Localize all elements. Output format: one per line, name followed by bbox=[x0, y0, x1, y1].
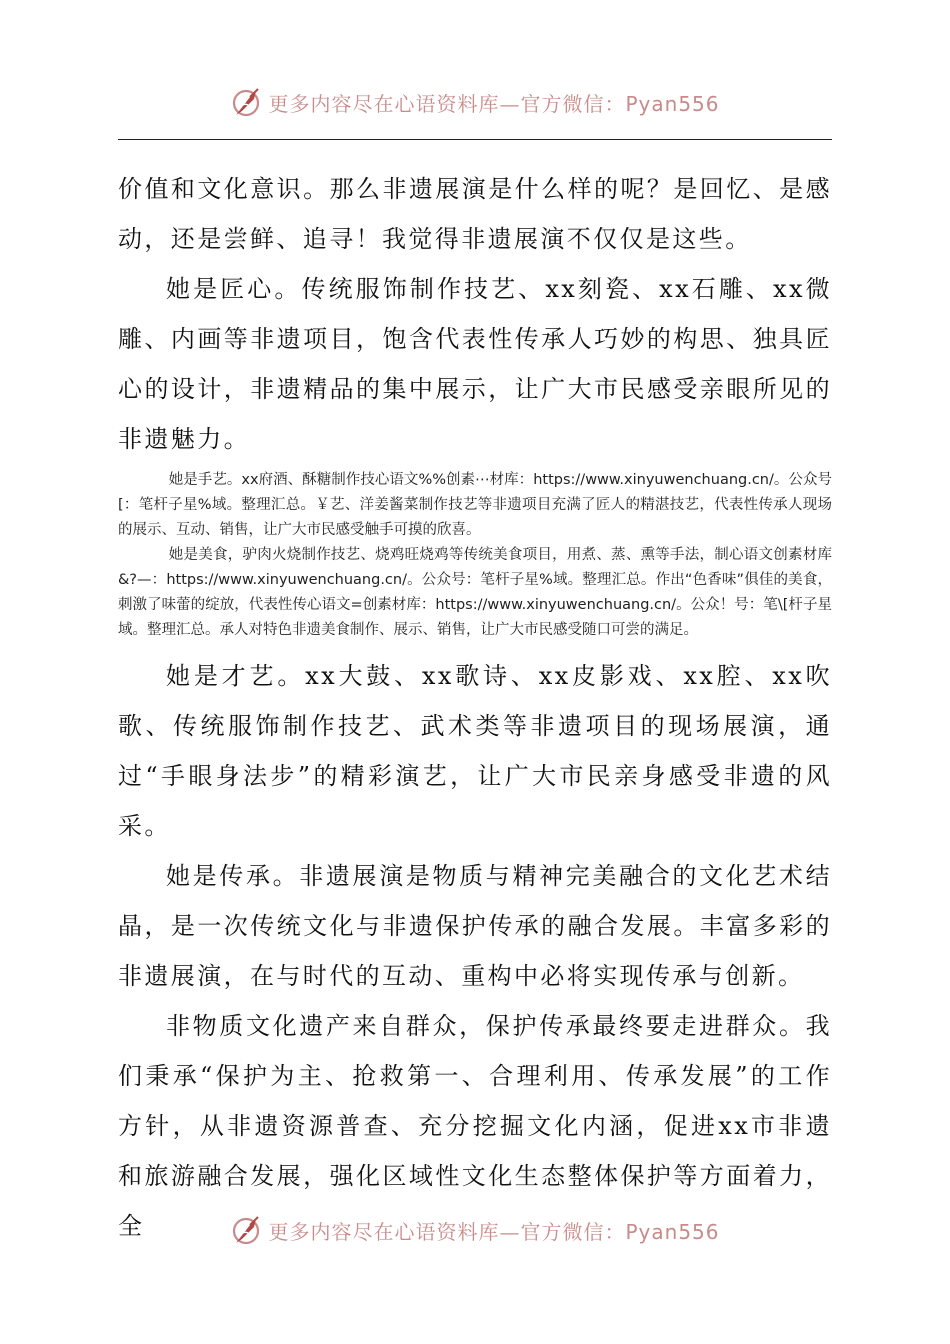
header-rule bbox=[118, 139, 832, 140]
document-body bbox=[118, 164, 832, 1251]
quill-logo-icon bbox=[230, 1213, 264, 1247]
header-banner bbox=[0, 80, 950, 124]
small-paragraph-1: 她是手艺。xx府酒、酥糖制作技心语文%%创素⋯材库：https://www.xinyuwenchuang.cn/。公众号[：笔杆子星%域。整理汇总。￥艺、洋姜酱菜制作技艺等非遗项目充满了匠人的精湛技艺，代表性传承人现场的展示、互动、销售，让广大市民感受触手可摸的欣喜。 bbox=[118, 472, 832, 538]
paragraph-1: 价值和文化意识。那么非遗展演是什么样的呢？是回忆、是感动，还是尝鲜、追寻！我觉得非遗展演不仅仅是这些。 bbox=[118, 175, 832, 253]
footer-banner-text: 更多内容尽在心语资料库—官方微信：Pyan556 bbox=[268, 1219, 720, 1244]
header-banner-text: 更多内容尽在心语资料库—官方微信：Pyan556 bbox=[268, 91, 720, 116]
paragraph-4: 她是传承。非遗展演是物质与精神完美融合的文化艺术结晶，是一次传统文化与非遗保护传承的融合发展。丰富多彩的非遗展演，在与时代的互动、重构中必将实现传承与创新。 bbox=[118, 862, 832, 990]
footer-wechat-id: Pyan556 bbox=[625, 1219, 720, 1244]
quill-logo-icon bbox=[230, 85, 264, 119]
footer-banner bbox=[0, 1208, 950, 1252]
paragraph-2: 她是匠心。传统服饰制作技艺、xx刻瓷、xx石雕、xx微雕、内画等非遗项目，饱含代表性传承人巧妙的构思、独具匠心的设计，非遗精品的集中展示，让广大市民感受亲眼所见的非遗魅力。 bbox=[118, 275, 832, 453]
small-paragraph-2: 她是美食，驴肉火烧制作技艺、烧鸡旺烧鸡等传统美食项目，用煮、蒸、熏等手法，制心语文创素材库&?—：https://www.xinyuwenchuang.cn/。公众号：笔杆子星%域。整理汇总。作出“色香味”俱佳的美食，刺激了味蕾的绽放，代表性传心语文=创素材库：https://www.xinyuwenchuang.cn/。公众！号：笔\[杆子星域。整理汇总。承人对特色非遗美食制作、展示、销售，让广大市民感受随口可尝的满足。 bbox=[118, 547, 832, 638]
paragraph-5: 非物质文化遗产来自群众，保护传承最终要走进群众。我们秉承“保护为主、抢救第一、合理利用、传承发展”的工作方针，从非遗资源普查、充分挖掘文化内涵，促进xx市非遗和旅游融合发展，强化区域性文化生态整体保护等方面着力，全 bbox=[118, 1012, 832, 1240]
paragraph-3: 她是才艺。xx大鼓、xx歌诗、xx皮影戏、xx腔、xx吹歌、传统服饰制作技艺、武术类等非遗项目的现场展演，通过“手眼身法步”的精彩演艺，让广大市民亲身感受非遗的风采。 bbox=[118, 662, 832, 840]
header-wechat-id: Pyan556 bbox=[625, 91, 720, 116]
small-text-block bbox=[118, 468, 832, 643]
